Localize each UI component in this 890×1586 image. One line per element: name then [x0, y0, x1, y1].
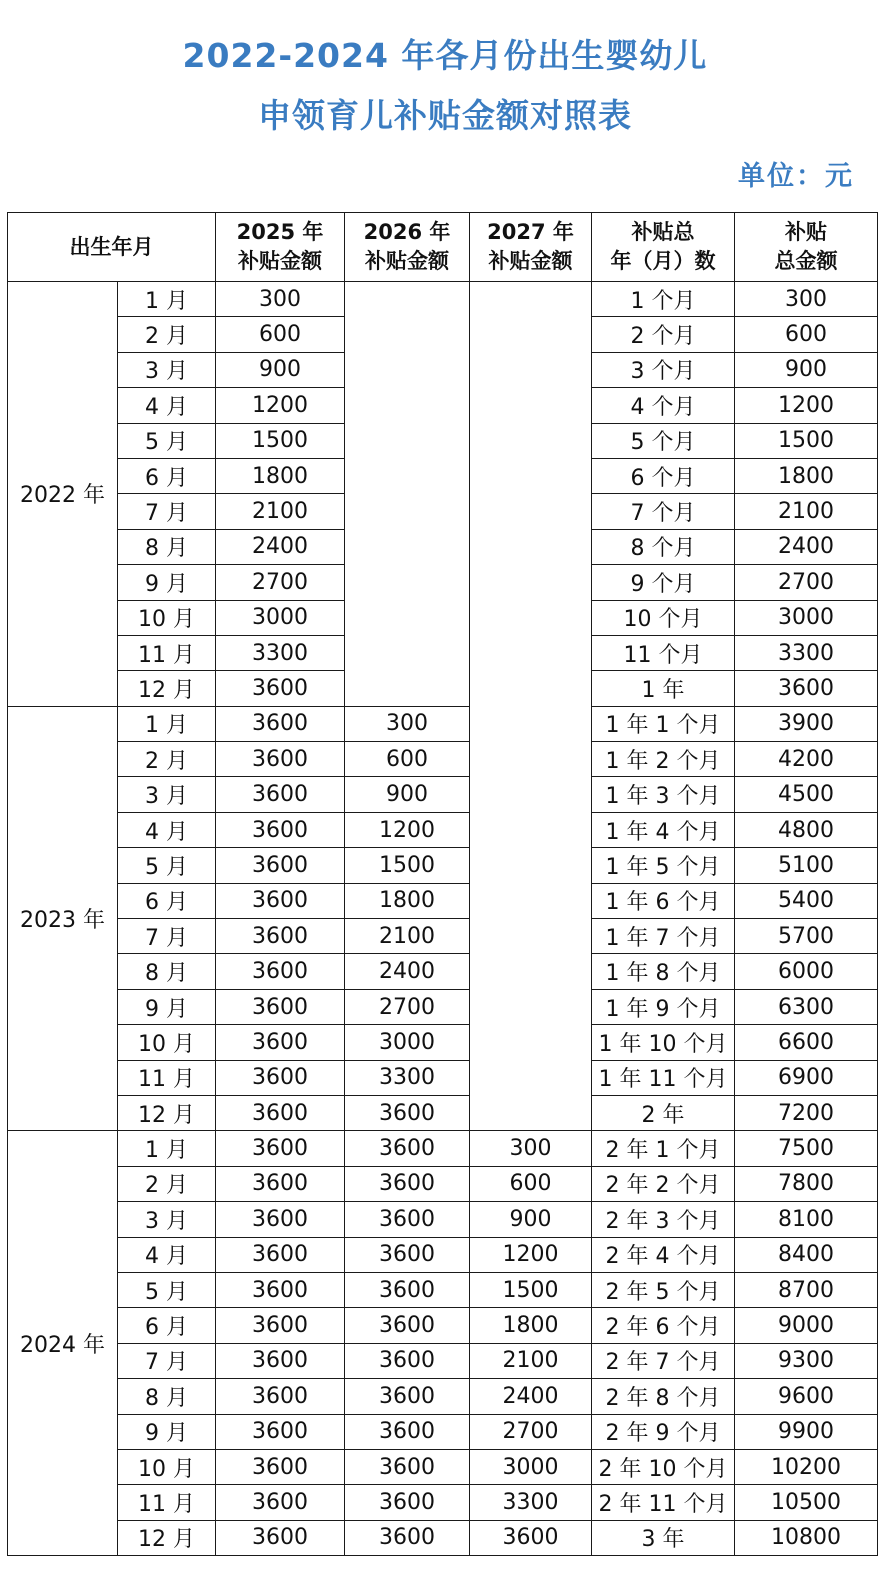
- total-cell: 6600: [735, 1025, 878, 1060]
- month-cell: 11 月: [118, 635, 216, 670]
- amount-2025-cell: 300: [216, 282, 345, 317]
- amount-2025-cell: 3600: [216, 1095, 345, 1130]
- amount-2027-cell: 3600: [470, 1520, 592, 1555]
- month-cell: 8 月: [118, 954, 216, 989]
- amount-2025-cell: 3600: [216, 1414, 345, 1449]
- amount-2026-cell: 3600: [345, 1131, 470, 1166]
- month-cell: 9 月: [118, 989, 216, 1024]
- duration-cell: 2 年 4 个月: [592, 1237, 735, 1272]
- subsidy-table: [7, 212, 878, 1556]
- total-cell: 7500: [735, 1131, 878, 1166]
- total-cell: 3900: [735, 706, 878, 741]
- amount-2027-empty: [470, 282, 592, 1131]
- unit-label: 单位：元: [738, 161, 854, 192]
- table-row: [8, 1166, 878, 1201]
- header-duration: [592, 213, 735, 282]
- duration-cell: 1 年 1 个月: [592, 706, 735, 741]
- total-cell: 9600: [735, 1379, 878, 1414]
- total-cell: 10500: [735, 1485, 878, 1520]
- duration-cell: 3 个月: [592, 352, 735, 387]
- month-cell: 5 月: [118, 423, 216, 458]
- amount-2025-cell: 3600: [216, 812, 345, 847]
- header-2025-label: 补贴金额: [238, 249, 322, 273]
- duration-cell: 11 个月: [592, 635, 735, 670]
- table-row: [8, 919, 878, 954]
- amount-2026-cell: 2400: [345, 954, 470, 989]
- month-cell: 5 月: [118, 848, 216, 883]
- amount-2026-cell: 3600: [345, 1272, 470, 1307]
- total-cell: 9900: [735, 1414, 878, 1449]
- duration-cell: 1 年 5 个月: [592, 848, 735, 883]
- month-cell: 4 月: [118, 812, 216, 847]
- amount-2026-cell: 1800: [345, 883, 470, 918]
- total-cell: 4200: [735, 742, 878, 777]
- month-cell: 10 月: [118, 1025, 216, 1060]
- amount-2025-cell: 3600: [216, 1025, 345, 1060]
- amount-2027-cell: 2100: [470, 1343, 592, 1378]
- amount-2025-cell: 1500: [216, 423, 345, 458]
- amount-2026-cell: 3600: [345, 1237, 470, 1272]
- table-row: [8, 812, 878, 847]
- duration-cell: 3 年: [592, 1520, 735, 1555]
- total-cell: 2700: [735, 565, 878, 600]
- header-2026-year: 2026 年: [363, 220, 451, 244]
- total-cell: 1800: [735, 458, 878, 493]
- amount-2026-cell: 600: [345, 742, 470, 777]
- amount-2025-cell: 3600: [216, 954, 345, 989]
- total-cell: 300: [735, 282, 878, 317]
- amount-2026-cell: 2100: [345, 919, 470, 954]
- month-cell: 7 月: [118, 494, 216, 529]
- month-cell: 4 月: [118, 388, 216, 423]
- header-2027-year: 2027 年: [487, 220, 574, 244]
- duration-cell: 2 年 9 个月: [592, 1414, 735, 1449]
- amount-2027-cell: 1200: [470, 1237, 592, 1272]
- duration-cell: 2 年 1 个月: [592, 1131, 735, 1166]
- header-2025: [216, 213, 345, 282]
- duration-cell: 2 年 5 个月: [592, 1272, 735, 1307]
- month-cell: 5 月: [118, 1272, 216, 1307]
- total-cell: 9000: [735, 1308, 878, 1343]
- amount-2025-cell: 3600: [216, 777, 345, 812]
- amount-2026-cell: 3600: [345, 1202, 470, 1237]
- amount-2025-cell: 3600: [216, 1202, 345, 1237]
- total-cell: 900: [735, 352, 878, 387]
- table-row: [8, 883, 878, 918]
- page-title-line-1: 2022-2024 年各月份出生婴幼儿: [182, 36, 708, 75]
- month-cell: 7 月: [118, 1343, 216, 1378]
- month-cell: 6 月: [118, 458, 216, 493]
- duration-cell: 1 年 4 个月: [592, 812, 735, 847]
- table-row: [8, 1485, 878, 1520]
- month-cell: 4 月: [118, 1237, 216, 1272]
- table-row: [8, 848, 878, 883]
- table-row: [8, 706, 878, 741]
- amount-2025-cell: 1800: [216, 458, 345, 493]
- amount-2026-cell: 3000: [345, 1025, 470, 1060]
- header-2026: [345, 213, 470, 282]
- amount-2026-cell: 3600: [345, 1414, 470, 1449]
- amount-2026-cell: 3600: [345, 1095, 470, 1130]
- table-row: [8, 777, 878, 812]
- amount-2025-cell: 3000: [216, 600, 345, 635]
- total-cell: 8400: [735, 1237, 878, 1272]
- duration-cell: 2 年 10 个月: [592, 1449, 735, 1484]
- amount-2026-cell: 3600: [345, 1449, 470, 1484]
- amount-2025-cell: 900: [216, 352, 345, 387]
- total-cell: 6000: [735, 954, 878, 989]
- table-row: [8, 1449, 878, 1484]
- duration-cell: 5 个月: [592, 423, 735, 458]
- total-cell: 5700: [735, 919, 878, 954]
- header-birth: 出生年月: [8, 213, 216, 282]
- duration-cell: 1 年 2 个月: [592, 742, 735, 777]
- amount-2026-cell: 3600: [345, 1308, 470, 1343]
- table-row: [8, 1414, 878, 1449]
- duration-cell: 2 年 8 个月: [592, 1379, 735, 1414]
- amount-2027-cell: 1500: [470, 1272, 592, 1307]
- amount-2026-cell: 3600: [345, 1485, 470, 1520]
- month-cell: 11 月: [118, 1060, 216, 1095]
- amount-2025-cell: 3600: [216, 1308, 345, 1343]
- amount-2025-cell: 3600: [216, 1060, 345, 1095]
- amount-2027-cell: 2400: [470, 1379, 592, 1414]
- table-row: [8, 954, 878, 989]
- amount-2026-cell: 1500: [345, 848, 470, 883]
- month-cell: 3 月: [118, 777, 216, 812]
- month-cell: 3 月: [118, 1202, 216, 1237]
- header-duration-line-1: 补贴总: [631, 220, 695, 244]
- table-row: [8, 1202, 878, 1237]
- total-cell: 3600: [735, 671, 878, 706]
- amount-2026-cell: 900: [345, 777, 470, 812]
- amount-2025-cell: 3600: [216, 1343, 345, 1378]
- duration-cell: 9 个月: [592, 565, 735, 600]
- duration-cell: 10 个月: [592, 600, 735, 635]
- amount-2027-cell: 600: [470, 1166, 592, 1201]
- duration-cell: 1 年 11 个月: [592, 1060, 735, 1095]
- amount-2025-cell: 3600: [216, 706, 345, 741]
- total-cell: 7200: [735, 1095, 878, 1130]
- amount-2026-cell: 3600: [345, 1166, 470, 1201]
- month-cell: 2 月: [118, 317, 216, 352]
- duration-cell: 6 个月: [592, 458, 735, 493]
- duration-cell: 1 年 10 个月: [592, 1025, 735, 1060]
- duration-cell: 2 年 11 个月: [592, 1485, 735, 1520]
- amount-2025-cell: 3600: [216, 1485, 345, 1520]
- amount-2025-cell: 2100: [216, 494, 345, 529]
- birth-year-cell: 2023 年: [8, 706, 118, 1131]
- total-cell: 8700: [735, 1272, 878, 1307]
- duration-cell: 1 年 6 个月: [592, 883, 735, 918]
- amount-2027-cell: 1800: [470, 1308, 592, 1343]
- amount-2025-cell: 3600: [216, 848, 345, 883]
- table-row: [8, 1025, 878, 1060]
- total-cell: 1500: [735, 423, 878, 458]
- month-cell: 12 月: [118, 1095, 216, 1130]
- amount-2025-cell: 3600: [216, 1272, 345, 1307]
- header-2027: [470, 213, 592, 282]
- header-row: [8, 213, 878, 282]
- month-cell: 9 月: [118, 1414, 216, 1449]
- month-cell: 6 月: [118, 883, 216, 918]
- duration-cell: 7 个月: [592, 494, 735, 529]
- total-cell: 1200: [735, 388, 878, 423]
- total-cell: 10800: [735, 1520, 878, 1555]
- month-cell: 2 月: [118, 742, 216, 777]
- amount-2025-cell: 3600: [216, 1449, 345, 1484]
- total-cell: 3300: [735, 635, 878, 670]
- table-row: [8, 1131, 878, 1166]
- header-duration-line-2: 年（月）数: [610, 249, 716, 273]
- month-cell: 8 月: [118, 529, 216, 564]
- duration-cell: 1 年 8 个月: [592, 954, 735, 989]
- month-cell: 1 月: [118, 282, 216, 317]
- total-cell: 2400: [735, 529, 878, 564]
- header-2025-year: 2025 年: [236, 220, 324, 244]
- amount-2027-cell: 3000: [470, 1449, 592, 1484]
- amount-2027-cell: 3300: [470, 1485, 592, 1520]
- header-total-line-1: 补贴: [785, 220, 827, 244]
- month-cell: 1 月: [118, 1131, 216, 1166]
- table-row: [8, 1237, 878, 1272]
- duration-cell: 1 年: [592, 671, 735, 706]
- total-cell: 7800: [735, 1166, 878, 1201]
- month-cell: 9 月: [118, 565, 216, 600]
- amount-2026-cell: 3600: [345, 1343, 470, 1378]
- month-cell: 10 月: [118, 600, 216, 635]
- duration-cell: 1 年 9 个月: [592, 989, 735, 1024]
- month-cell: 1 月: [118, 706, 216, 741]
- total-cell: 6900: [735, 1060, 878, 1095]
- amount-2025-cell: 3600: [216, 742, 345, 777]
- amount-2026-cell: 2700: [345, 989, 470, 1024]
- total-cell: 9300: [735, 1343, 878, 1378]
- amount-2026-cell: 3600: [345, 1379, 470, 1414]
- duration-cell: 8 个月: [592, 529, 735, 564]
- total-cell: 4500: [735, 777, 878, 812]
- amount-2025-cell: 2400: [216, 529, 345, 564]
- table-row: [8, 1343, 878, 1378]
- total-cell: 8100: [735, 1202, 878, 1237]
- amount-2025-cell: 3600: [216, 1131, 345, 1166]
- total-cell: 2100: [735, 494, 878, 529]
- header-2027-label: 补贴金额: [488, 249, 573, 273]
- header-total: [735, 213, 878, 282]
- duration-cell: 1 年 3 个月: [592, 777, 735, 812]
- duration-cell: 2 年 7 个月: [592, 1343, 735, 1378]
- header-2026-label: 补贴金额: [365, 249, 449, 273]
- amount-2025-cell: 3600: [216, 1166, 345, 1201]
- table-row: [8, 1060, 878, 1095]
- amount-2027-cell: 900: [470, 1202, 592, 1237]
- amount-2025-cell: 3600: [216, 671, 345, 706]
- duration-cell: 2 年 3 个月: [592, 1202, 735, 1237]
- amount-2025-cell: 3600: [216, 919, 345, 954]
- amount-2026-cell: 3300: [345, 1060, 470, 1095]
- month-cell: 12 月: [118, 1520, 216, 1555]
- birth-year-cell: 2024 年: [8, 1131, 118, 1556]
- duration-cell: 4 个月: [592, 388, 735, 423]
- table-row: [8, 1520, 878, 1555]
- amount-2025-cell: 3600: [216, 989, 345, 1024]
- table-row: [8, 742, 878, 777]
- duration-cell: 1 个月: [592, 282, 735, 317]
- amount-2025-cell: 2700: [216, 565, 345, 600]
- duration-cell: 2 个月: [592, 317, 735, 352]
- table-row: [8, 282, 878, 317]
- duration-cell: 1 年 7 个月: [592, 919, 735, 954]
- amount-2027-cell: 2700: [470, 1414, 592, 1449]
- amount-2025-cell: 600: [216, 317, 345, 352]
- duration-cell: 2 年: [592, 1095, 735, 1130]
- amount-2025-cell: 3600: [216, 1237, 345, 1272]
- month-cell: 10 月: [118, 1449, 216, 1484]
- header-total-line-2: 总金额: [774, 249, 838, 273]
- month-cell: 11 月: [118, 1485, 216, 1520]
- table-row: [8, 989, 878, 1024]
- month-cell: 8 月: [118, 1379, 216, 1414]
- amount-2026-cell: 3600: [345, 1520, 470, 1555]
- amount-2027-cell: 300: [470, 1131, 592, 1166]
- amount-2026-cell: 1200: [345, 812, 470, 847]
- month-cell: 3 月: [118, 352, 216, 387]
- amount-2025-cell: 3300: [216, 635, 345, 670]
- total-cell: 5400: [735, 883, 878, 918]
- birth-year-cell: 2022 年: [8, 282, 118, 707]
- table-row: [8, 1379, 878, 1414]
- month-cell: 7 月: [118, 919, 216, 954]
- month-cell: 2 月: [118, 1166, 216, 1201]
- month-cell: 6 月: [118, 1308, 216, 1343]
- total-cell: 4800: [735, 812, 878, 847]
- amount-2026-cell: 300: [345, 706, 470, 741]
- page-title-line-2: 申领育儿补贴金额对照表: [258, 96, 632, 135]
- table-row: [8, 1308, 878, 1343]
- table-body: [8, 282, 878, 1556]
- amount-2025-cell: 3600: [216, 1520, 345, 1555]
- duration-cell: 2 年 2 个月: [592, 1166, 735, 1201]
- total-cell: 5100: [735, 848, 878, 883]
- total-cell: 3000: [735, 600, 878, 635]
- table-row: [8, 1272, 878, 1307]
- total-cell: 10200: [735, 1449, 878, 1484]
- total-cell: 6300: [735, 989, 878, 1024]
- amount-2025-cell: 1200: [216, 388, 345, 423]
- duration-cell: 2 年 6 个月: [592, 1308, 735, 1343]
- amount-2026-empty: [345, 282, 470, 707]
- table-row: [8, 1095, 878, 1130]
- amount-2025-cell: 3600: [216, 883, 345, 918]
- total-cell: 600: [735, 317, 878, 352]
- month-cell: 12 月: [118, 671, 216, 706]
- amount-2025-cell: 3600: [216, 1379, 345, 1414]
